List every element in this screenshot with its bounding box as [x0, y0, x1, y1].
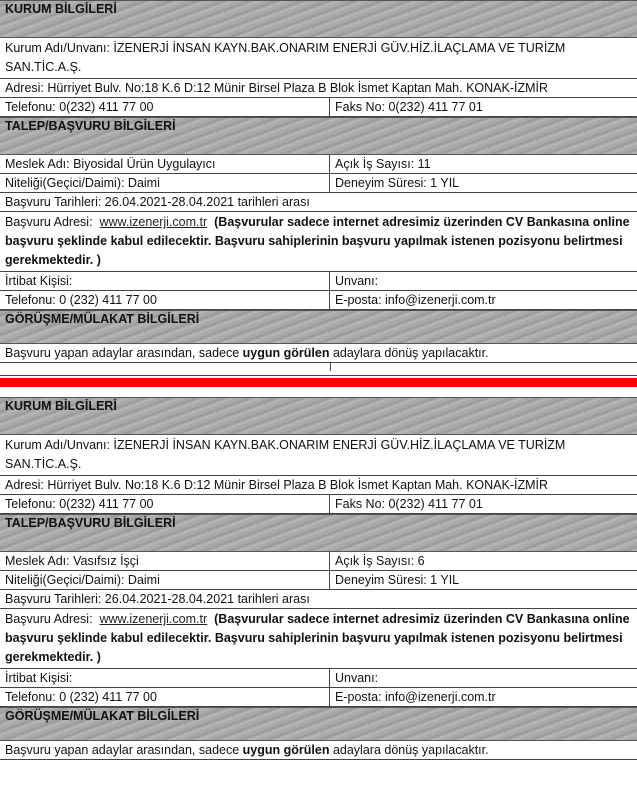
row-tarihler — [0, 193, 637, 212]
gorusme-text — [0, 741, 637, 759]
kurum-name-value: İZENERJİ İNSAN KAYN.BAK.ONARIM ENERJİ GÜV.HİZ.İLAÇLAMA VE TURİZM SAN.TİC.A.Ş. — [5, 41, 566, 74]
basvuru-note: (Başvurular sadece internet adresimiz üzerinden CV Bankasına online başvuru şeklinde kabul edilecektir. Başvuru sahiplerinin başvuru yapılmak istenen pozisyonu belirtmesi gerekmektedir. ) — [5, 612, 630, 664]
irtibat-telefon: Telefonu: 0 (232) 411 77 00 — [0, 688, 330, 706]
basvuru-adresi-label: Başvuru Adresi: — [5, 215, 93, 229]
job-posting-2 — [0, 397, 637, 760]
basvuru-adresi-label: Başvuru Adresi: — [5, 612, 93, 626]
row-niteligi — [0, 571, 637, 590]
gorusme-text-start: Başvuru yapan adaylar arasından, sadece — [5, 743, 243, 757]
gorusme-text-bold: uygun görülen — [242, 743, 330, 757]
address-label: Adresi: — [5, 478, 44, 492]
row-kurum-address — [0, 79, 637, 98]
row-meslek — [0, 155, 637, 174]
row-irtibat-contact — [0, 688, 637, 707]
section-header-gorusme: GÖRÜŞME/MÜLAKAT BİLGİLERİ — [0, 310, 637, 344]
section-header-talep: TALEP/BAŞVURU BİLGİLERİ — [0, 514, 637, 552]
row-meslek — [0, 552, 637, 571]
irtibat-email[interactable]: E-posta: info@izenerji.com.tr — [335, 690, 496, 704]
niteligi: Niteliği(Geçici/Daimi): Daimi — [0, 174, 330, 192]
section-header-gorusme: GÖRÜŞME/MÜLAKAT BİLGİLERİ — [0, 707, 637, 741]
meslek-adi: Meslek Adı: Vasıfsız İşçi — [0, 552, 330, 570]
kurum-address — [0, 79, 637, 97]
row-niteligi — [0, 174, 637, 193]
kurum-fax: Faks No: 0(232) 411 77 01 — [335, 100, 483, 114]
section-header-kurum: KURUM BİLGİLERİ — [0, 397, 637, 435]
website-link[interactable]: www.izenerji.com.tr — [99, 215, 208, 229]
job-posting-1 — [0, 0, 637, 376]
basvuru-note: (Başvurular sadece internet adresimiz üzerinden CV Bankasına online başvuru şeklinde kabul edilecektir. Başvuru sahiplerinin başvuru yapılmak istenen pozisyonu belirtmesi gerekmektedir. ) — [5, 215, 630, 267]
red-divider — [0, 378, 637, 387]
column-tick — [330, 363, 331, 371]
basvuru-tarihleri: Başvuru Tarihleri: 26.04.2021-28.04.2021 tarihleri arası — [5, 592, 310, 606]
address-value: Hürriyet Bulv. No:18 K.6 D:12 Münir Birsel Plaza B Blok İsmet Kaptan Mah. KONAK-İZMİR — [47, 478, 549, 492]
kurum-name-label: Kurum Adı/Unvanı: — [5, 41, 110, 55]
address-value: Hürriyet Bulv. No:18 K.6 D:12 Münir Birsel Plaza B Blok İsmet Kaptan Mah. KONAK-İZMİR — [47, 81, 549, 95]
address-label: Adresi: — [5, 81, 44, 95]
irtibat-telefon: Telefonu: 0 (232) 411 77 00 — [0, 291, 330, 309]
kurum-phone: Telefonu: 0(232) 411 77 00 — [0, 98, 330, 116]
basvuru-adresi — [0, 212, 637, 271]
gorusme-text — [0, 344, 637, 362]
row-tarihler — [0, 590, 637, 609]
row-irtibat — [0, 669, 637, 688]
gorusme-text-end: adaylara dönüş yapılacaktır. — [329, 743, 489, 757]
deneyim-suresi: Deneyim Süresi: 1 YIL — [335, 176, 460, 190]
basvuru-tarihleri: Başvuru Tarihleri: 26.04.2021-28.04.2021 tarihleri arası — [5, 195, 310, 209]
row-gorusme — [0, 344, 637, 363]
basvuru-adresi — [0, 609, 637, 668]
kurum-name-label: Kurum Adı/Unvanı: — [5, 438, 110, 452]
unvani: Unvanı: — [335, 274, 379, 288]
kurum-address — [0, 476, 637, 494]
kurum-fax: Faks No: 0(232) 411 77 01 — [335, 497, 483, 511]
section-header-kurum: KURUM BİLGİLERİ — [0, 0, 637, 38]
row-kurum-address — [0, 476, 637, 495]
deneyim-suresi: Deneyim Süresi: 1 YIL — [335, 573, 460, 587]
row-irtibat — [0, 272, 637, 291]
irtibat-kisisi: İrtibat Kişisi: — [0, 669, 330, 687]
gorusme-text-end: adaylara dönüş yapılacaktır. — [329, 346, 489, 360]
kurum-phone: Telefonu: 0(232) 411 77 00 — [0, 495, 330, 513]
row-irtibat-contact — [0, 291, 637, 310]
row-kurum-contact — [0, 98, 637, 117]
row-kurum-name — [0, 38, 637, 79]
row-kurum-contact — [0, 495, 637, 514]
meslek-adi: Meslek Adı: Biyosidal Ürün Uygulayıcı — [0, 155, 330, 173]
gorusme-text-bold: uygun görülen — [242, 346, 330, 360]
gorusme-text-start: Başvuru yapan adaylar arasından, sadece — [5, 346, 243, 360]
kurum-name — [0, 38, 637, 78]
irtibat-kisisi: İrtibat Kişisi: — [0, 272, 330, 290]
acik-is-sayisi: Açık İş Sayısı: 11 — [335, 157, 431, 171]
kurum-name — [0, 435, 637, 475]
row-basvuru-adresi — [0, 212, 637, 272]
row-kurum-name — [0, 435, 637, 476]
unvani: Unvanı: — [335, 671, 379, 685]
niteligi: Niteliği(Geçici/Daimi): Daimi — [0, 571, 330, 589]
row-basvuru-adresi — [0, 609, 637, 669]
irtibat-email[interactable]: E-posta: info@izenerji.com.tr — [335, 293, 496, 307]
kurum-name-value: İZENERJİ İNSAN KAYN.BAK.ONARIM ENERJİ GÜV.HİZ.İLAÇLAMA VE TURİZM SAN.TİC.A.Ş. — [5, 438, 566, 471]
website-link[interactable]: www.izenerji.com.tr — [99, 612, 208, 626]
acik-is-sayisi: Açık İş Sayısı: 6 — [335, 554, 425, 568]
table-tail — [0, 363, 637, 376]
section-header-talep: TALEP/BAŞVURU BİLGİLERİ — [0, 117, 637, 155]
row-gorusme — [0, 741, 637, 760]
